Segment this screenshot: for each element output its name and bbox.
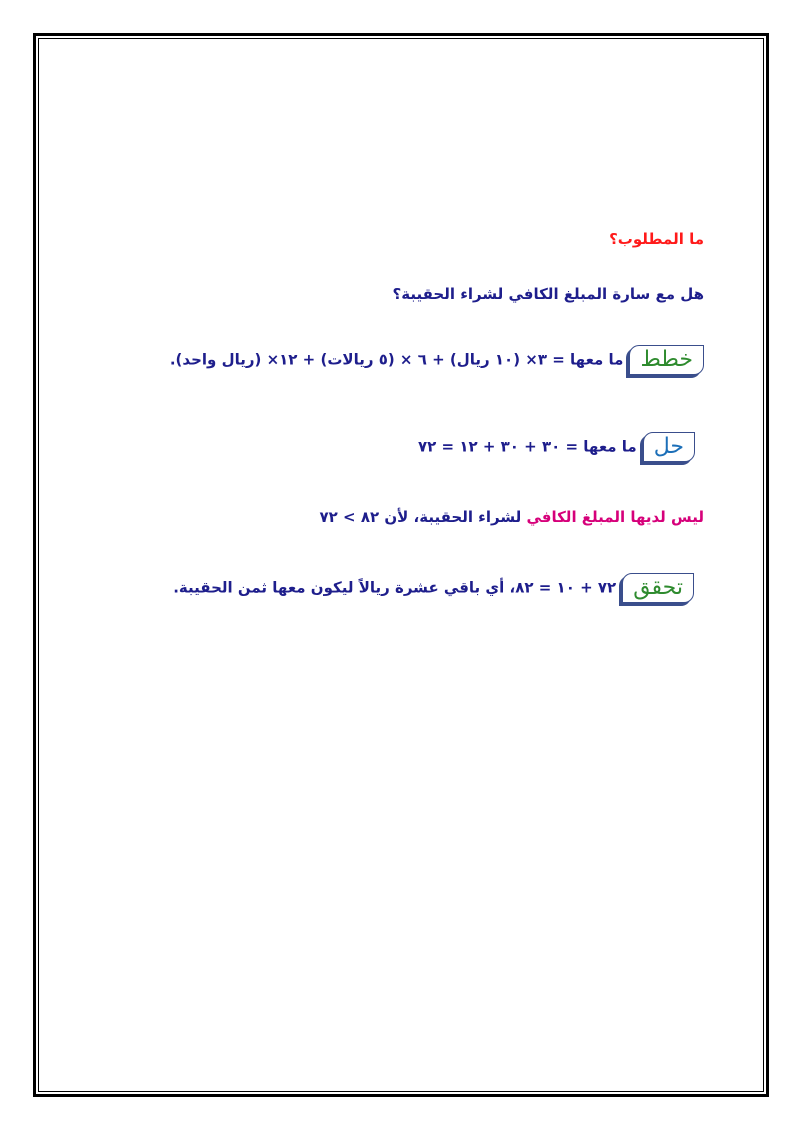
plan-line <box>170 345 704 375</box>
solve-text: ما معها = ٣٠ + ٣٠ + ١٢ = ٧٢ <box>417 437 637 456</box>
check-line <box>173 573 694 603</box>
conclusion-part1: ليس لديها <box>625 508 704 526</box>
solve-tag: حل <box>643 432 695 462</box>
question-text: هل مع سارة المبلغ الكافي لشراء الحقيبة؟ <box>392 285 704 303</box>
check-tag: تحقق <box>622 573 694 603</box>
conclusion-line <box>319 508 704 526</box>
plan-text: ما معها = ٣× (١٠ ريال) + ٦ × (٥ ريالات) + ١٢× (ريال واحد). <box>169 350 624 369</box>
solve-line <box>418 432 695 462</box>
page-border-inner <box>38 38 764 1092</box>
plan-tag: خطط <box>629 345 704 375</box>
question-heading: ما المطلوب؟ <box>609 230 704 248</box>
conclusion-part3: لشراء الحقيبة، لأن ٨٢ > ٧٢ <box>319 508 527 526</box>
conclusion-part2: المبلغ الكافي <box>526 508 626 526</box>
check-text: ٧٢ + ١٠ = ٨٢، أي باقي عشرة ريالاً ليكون معها ثمن الحقيبة. <box>173 578 617 597</box>
